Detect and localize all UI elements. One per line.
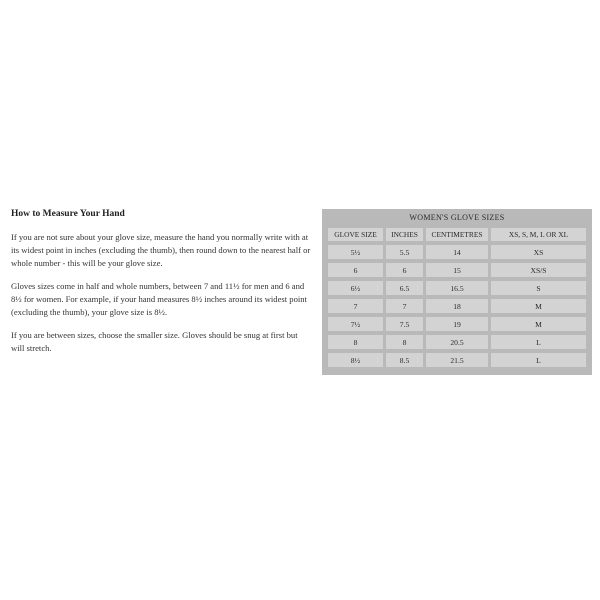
column-header-centimetres: CENTIMETRES bbox=[426, 228, 488, 241]
cell-centimetres: 16.5 bbox=[426, 281, 488, 295]
cell-inches: 7.5 bbox=[386, 317, 423, 331]
cell-centimetres: 21.5 bbox=[426, 353, 488, 367]
cell-glove-size: 6½ bbox=[328, 281, 383, 295]
table-row bbox=[328, 317, 586, 331]
cell-centimetres: 15 bbox=[426, 263, 488, 277]
cell-inches: 5.5 bbox=[386, 245, 423, 259]
size-table bbox=[325, 224, 589, 371]
column-header-inches: INCHES bbox=[386, 228, 423, 241]
cell-letter-size: XS/S bbox=[491, 263, 586, 277]
column-header-glove-size: GLOVE SIZE bbox=[328, 228, 383, 241]
cell-inches: 6.5 bbox=[386, 281, 423, 295]
size-chart bbox=[322, 209, 592, 375]
table-row bbox=[328, 335, 586, 349]
cell-centimetres: 20.5 bbox=[426, 335, 488, 349]
cell-letter-size: L bbox=[491, 353, 586, 367]
cell-inches: 8 bbox=[386, 335, 423, 349]
table-row bbox=[328, 263, 586, 277]
table-row bbox=[328, 299, 586, 313]
cell-inches: 8.5 bbox=[386, 353, 423, 367]
cell-glove-size: 6 bbox=[328, 263, 383, 277]
cell-inches: 6 bbox=[386, 263, 423, 277]
guide-paragraph: If you are between sizes, choose the smaller size. Gloves should be snug at first but will stretch. bbox=[11, 330, 298, 353]
guide-paragraph: Gloves sizes come in half and whole numbers, between 7 and 11½ for men and 6 and 8½ for women. For example, if your hand measures 8½ inches around its widest point (excluding the thumb), your glove size is 8½. bbox=[11, 281, 307, 317]
size-chart-title: WOMEN'S GLOVE SIZES bbox=[409, 213, 505, 222]
cell-letter-size: XS bbox=[491, 245, 586, 259]
guide-paragraph: If you are not sure about your glove size, measure the hand you normally write with at its widest point in inches (excluding the thumb), then round down to the nearest half or whole number - this will be your glove size. bbox=[11, 232, 311, 268]
cell-centimetres: 18 bbox=[426, 299, 488, 313]
cell-letter-size: M bbox=[491, 317, 586, 331]
measure-guide bbox=[11, 208, 311, 365]
cell-glove-size: 5½ bbox=[328, 245, 383, 259]
cell-letter-size: S bbox=[491, 281, 586, 295]
column-header-letter-size: XS, S, M, L OR XL bbox=[491, 228, 586, 241]
cell-glove-size: 8½ bbox=[328, 353, 383, 367]
table-header-row bbox=[328, 228, 586, 241]
cell-letter-size: L bbox=[491, 335, 586, 349]
cell-glove-size: 7 bbox=[328, 299, 383, 313]
table-row bbox=[328, 281, 586, 295]
cell-glove-size: 8 bbox=[328, 335, 383, 349]
table-row bbox=[328, 245, 586, 259]
cell-centimetres: 14 bbox=[426, 245, 488, 259]
cell-glove-size: 7½ bbox=[328, 317, 383, 331]
table-row bbox=[328, 353, 586, 367]
cell-inches: 7 bbox=[386, 299, 423, 313]
cell-letter-size: M bbox=[491, 299, 586, 313]
guide-title: How to Measure Your Hand bbox=[11, 209, 125, 219]
cell-centimetres: 19 bbox=[426, 317, 488, 331]
